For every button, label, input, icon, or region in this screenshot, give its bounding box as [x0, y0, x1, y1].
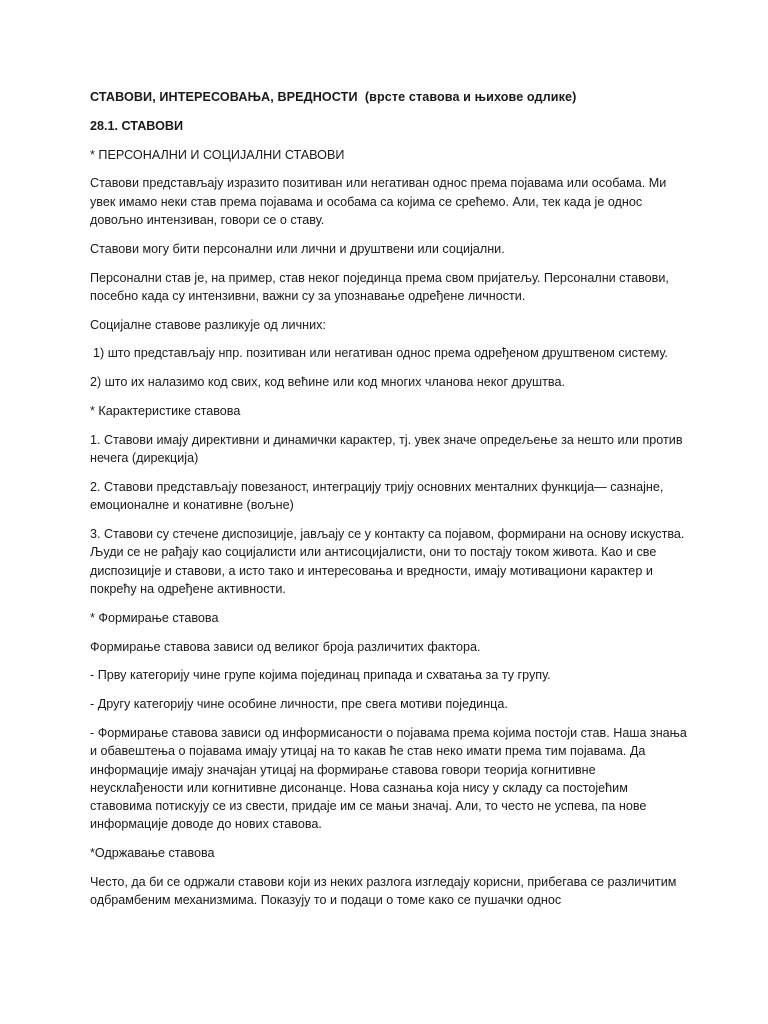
- list-item-characteristic-2: 2. Ставови представљају повезаност, интеграцију трију основних менталних функција— сазнајне, емоционалне и конативне (вољне): [90, 479, 664, 513]
- document-page: [90, 88, 690, 920]
- section-heading: 28.1. СТАВОВИ: [90, 118, 184, 133]
- list-item-formation-2: - Другу категорију чине особине личности, пре свега мотиви појединца.: [90, 697, 508, 712]
- subsection-heading-maintenance: *Одржавање ставова: [90, 846, 215, 861]
- paragraph-personal: Персонални став је, на пример, став неког појединца према свом пријатељу. Персонални ставови, посебно када су интензивни, важни су за упознавање одређене личности.: [90, 270, 669, 303]
- list-item-social-1: 1) што представљају нпр. позитиван или негативан однос према одређеном друштвеном систему.: [93, 346, 668, 361]
- paragraph-definition: Ставови представљају изразито позитиван или негативан однос према појавама или особама. Ми увек имамо неки став према појавама и особама са којима се срећемо. Али, тек када је однос довољно интензиван, говори се о ставу.: [90, 176, 667, 227]
- list-item-social-2: 2) што их налазимо код свих, код већине или код многих чланова неког друштва.: [90, 375, 565, 390]
- subsection-heading-personal-social: * ПЕРСОНАЛНИ И СОЦИЈАЛНИ СТАВОВИ: [90, 147, 345, 162]
- title-note: (врсте ставова и њихове одлике): [364, 90, 577, 104]
- subsection-heading-formation: * Формирање ставова: [90, 610, 219, 625]
- document-title: [90, 88, 690, 106]
- list-item-characteristic-3: 3. Ставови су стечене диспозиције, јављају се у контакту са појавом, формирани на основу искуства. Људи се не рађају као социјалисти или антисоцијалисти, они то постају током живота. Као и све диспозиције и ставови, а исто тако и интересовања и вредности, имају мотивациони карактер и покрећу на одређене активности.: [90, 527, 685, 596]
- title-main: СТАВОВИ, ИНТЕРЕСОВАЊА, ВРЕДНОСТИ: [90, 90, 358, 104]
- subsection-heading-characteristics: * Карактеристике ставова: [90, 404, 241, 419]
- list-item-characteristic-1: 1. Ставови имају директивни и динамички карактер, тј. увек значе опредељење за нешто или против нечега (дирекција): [90, 432, 683, 466]
- paragraph-maintenance: Често, да би се одржали ставови који из неких разлога изгледају корисни, прибегава се различитим одбрамбеним механизмима. Показују то и подаци о томе како се пушачки однос: [90, 875, 677, 908]
- paragraph-types: Ставови могу бити персонални или лични и друштвени или социјални.: [90, 241, 505, 256]
- paragraph-formation: Формирање ставова зависи од великог броја различитих фактора.: [90, 639, 481, 654]
- list-item-formation-1: - Прву категорију чине групе којима појединац припада и схватања за ту групу.: [90, 668, 551, 683]
- paragraph-social-intro: Социјалне ставове разликује од личних:: [90, 317, 326, 332]
- list-item-formation-3: - Формирање ставова зависи од информисаности о појавама према којима постоји став. Наша знања и обавештења о појавама имају утицај на то какав ће став неко имати према тим појавама. Да информације имају значајан утицај на формирање ставова говори теорија когнитивне неусклађености или когнитивне дисонанце. Нова сазнања која нису у складу са постојећим ставовима потискују се из свести, придаје им се мањи значај. Али, то често не успева, па нове информације доводе до нових ставова.: [90, 725, 687, 832]
